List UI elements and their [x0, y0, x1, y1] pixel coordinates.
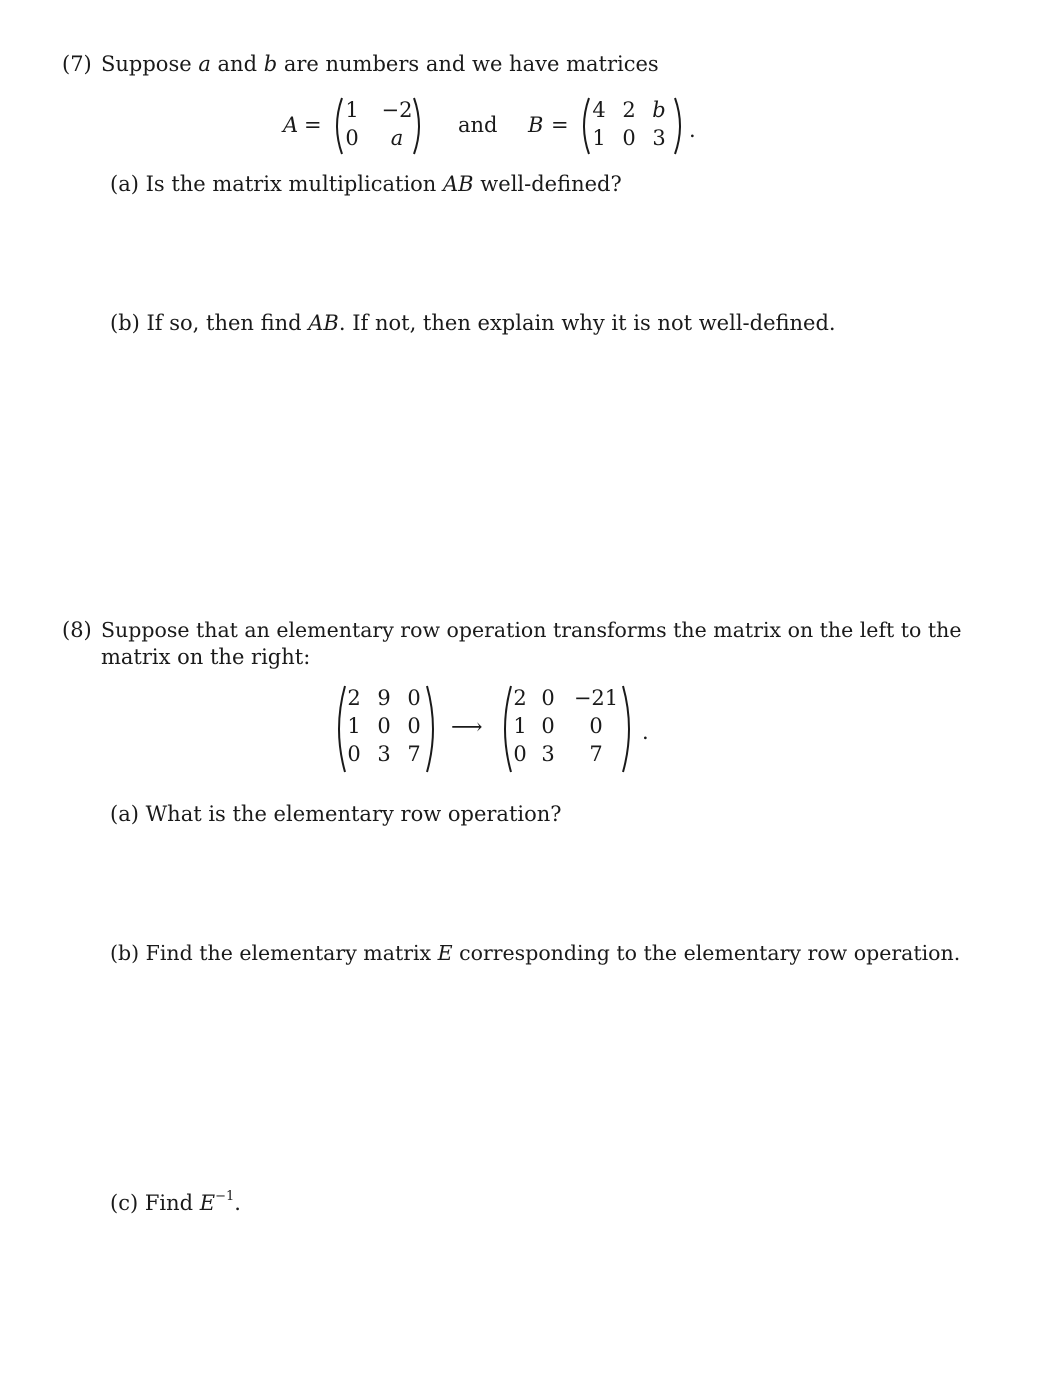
left-matrix-cell: 3 — [377, 742, 391, 766]
right-matrix-cell: 7 — [589, 742, 603, 766]
right-matrix-cell: 0 — [541, 686, 555, 710]
matrix-a-equals: = — [304, 113, 322, 137]
right-matrix-cell: 0 — [513, 742, 527, 766]
and-word: and — [458, 113, 498, 137]
matrix-a-label: A — [283, 113, 299, 137]
left-matrix-cell: 7 — [407, 742, 421, 766]
left-matrix-cell: 0 — [377, 714, 391, 738]
matrix-b-cell: b — [652, 98, 666, 122]
q7-part-b: (b) If so, then find AB. If not, then explain why it is not well-defined. — [110, 311, 836, 335]
matrix-b-cell: 4 — [592, 98, 606, 122]
q8-intro-line2: matrix on the right: — [101, 645, 311, 669]
right-matrix-cell: 3 — [541, 742, 555, 766]
right-paren — [621, 684, 635, 774]
right-matrix-cell: 0 — [541, 714, 555, 738]
left-matrix-cell: 0 — [407, 714, 421, 738]
left-matrix-cell: 9 — [377, 686, 391, 710]
matrix-a — [331, 96, 425, 156]
left-matrix-cell: 0 — [347, 742, 361, 766]
right-matrix-cell: 1 — [513, 714, 527, 738]
matrix-b — [578, 96, 688, 156]
right-matrix-cell: 0 — [589, 714, 603, 738]
right-matrix-cell: −21 — [573, 686, 619, 710]
matrix-b-period: . — [689, 118, 696, 142]
left-matrix-cell: 0 — [407, 686, 421, 710]
right-matrix-cell: 2 — [513, 686, 527, 710]
left-matrix-cell: 1 — [347, 714, 361, 738]
matrix-a-cell: 0 — [345, 126, 359, 150]
matrix-b-cell: 3 — [652, 126, 666, 150]
matrix-b-cell: 1 — [592, 126, 606, 150]
q7-intro: Suppose a and b are numbers and we have matrices — [101, 52, 659, 76]
q8-part-a: (a) What is the elementary row operation? — [110, 802, 562, 826]
q7-part-a: (a) Is the matrix multiplication AB well-defined? — [110, 172, 622, 196]
q8-intro-line1: Suppose that an elementary row operation transforms the matrix on the left to the — [101, 618, 962, 642]
matrix-b-label: B — [528, 113, 544, 137]
right-matrix — [499, 684, 637, 774]
matrix-b-cell: 2 — [622, 98, 636, 122]
transform-arrow: ⟶ — [451, 715, 483, 740]
matrix-b-cell: 0 — [622, 126, 636, 150]
q8-number: (8) — [62, 618, 92, 642]
matrix-a-cell: 1 — [345, 98, 359, 122]
matrix-b-equals: = — [551, 113, 569, 137]
q8-part-b: (b) Find the elementary matrix E corresponding to the elementary row operation. — [110, 941, 961, 965]
right-paren — [425, 684, 439, 774]
q7-number: (7) — [62, 52, 92, 76]
matrix-a-cell: a — [390, 126, 404, 150]
right-paren — [411, 96, 425, 156]
right-paren — [672, 96, 686, 156]
matrix-a-cell: −2 — [381, 98, 413, 122]
right-matrix-period: . — [642, 720, 649, 744]
q8-part-c: (c) Find $E^{-1}$. — [110, 1189, 241, 1215]
left-matrix — [333, 684, 439, 774]
left-matrix-cell: 2 — [347, 686, 361, 710]
